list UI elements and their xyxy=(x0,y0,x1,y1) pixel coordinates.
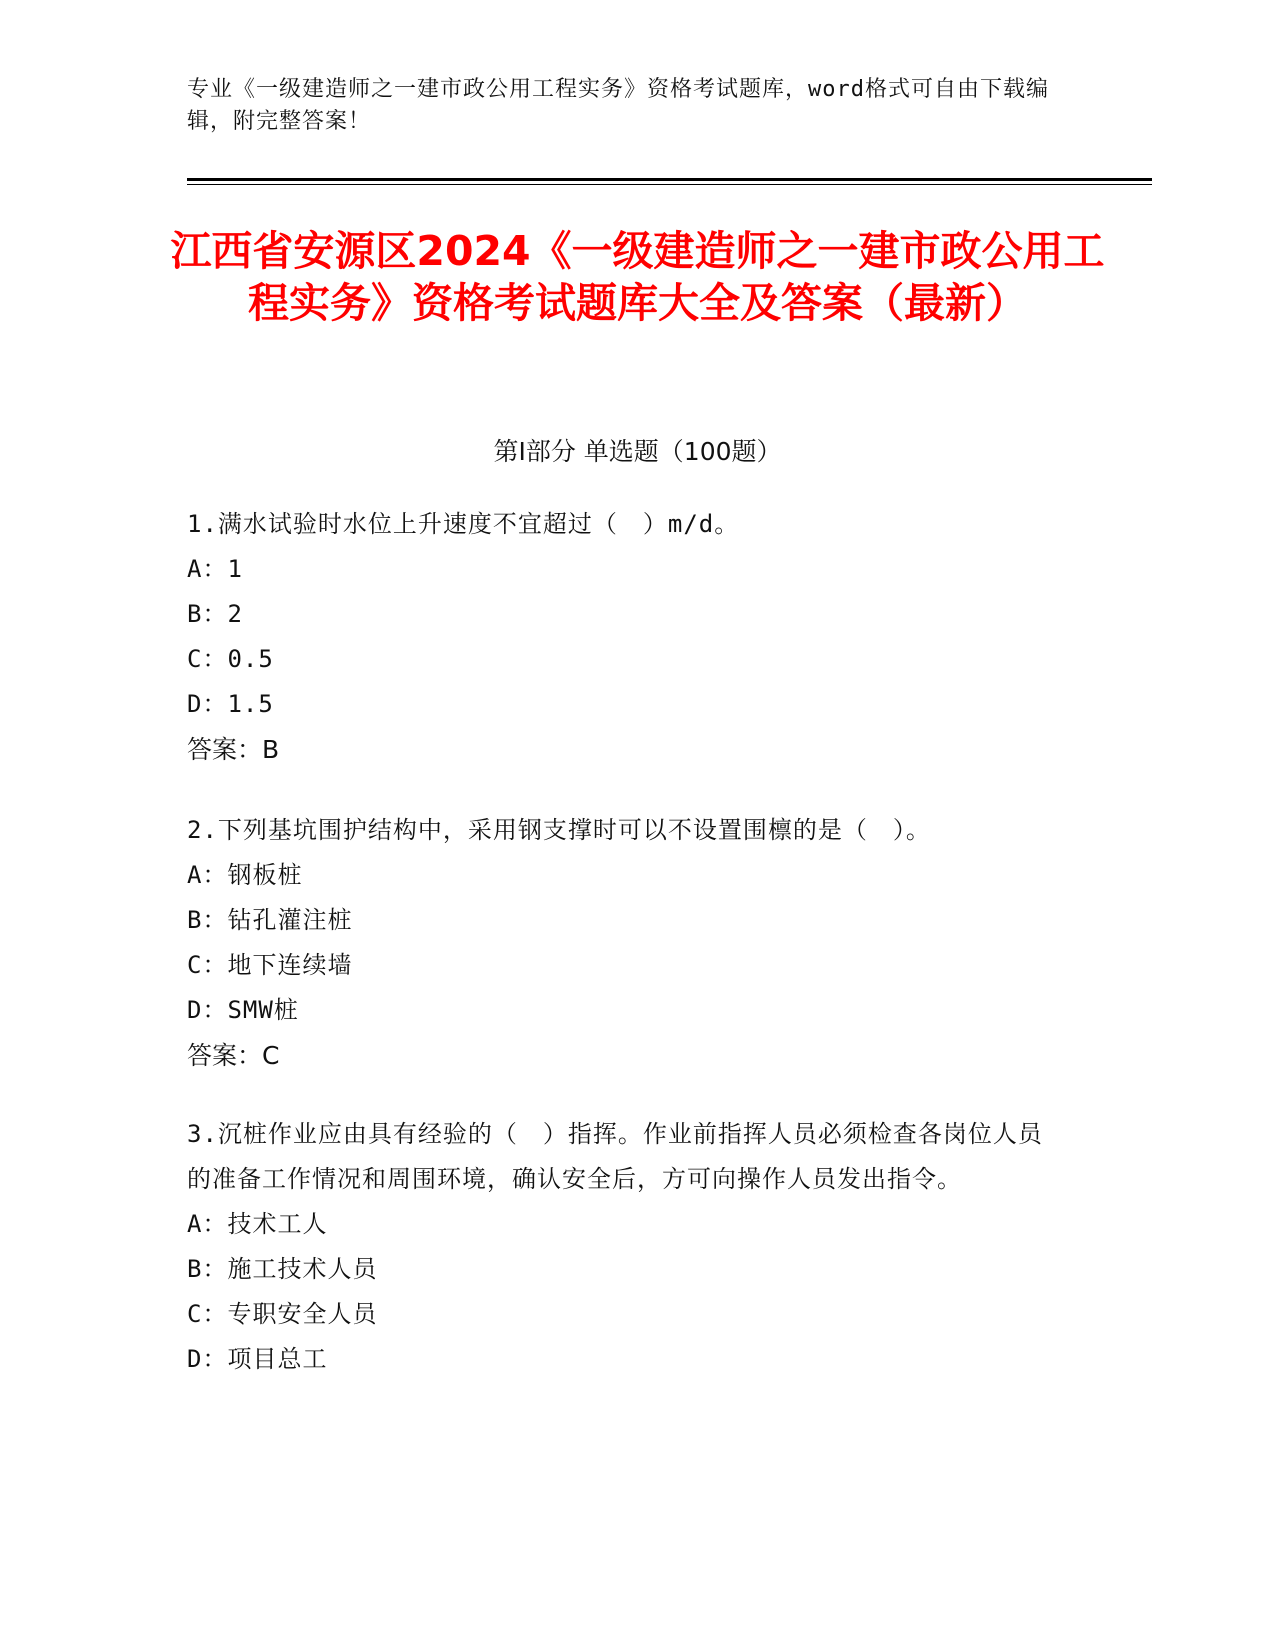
question-1 xyxy=(187,502,1067,772)
option-c: C：地下连续墙 xyxy=(187,951,353,979)
header-note: 专业《一级建造师之一建市政公用工程实务》资格考试题库，word格式可自由下载编辑，附完整答案！ xyxy=(187,77,1049,134)
answer: 答案：C xyxy=(187,1041,280,1070)
question-2 xyxy=(187,808,1067,1078)
option-d: D：SMW桩 xyxy=(187,996,299,1024)
option-b: B：施工技术人员 xyxy=(187,1255,378,1283)
option-b: B：钻孔灌注桩 xyxy=(187,906,353,934)
option-a: A：钢板桩 xyxy=(187,861,303,889)
header-rule-thick xyxy=(187,178,1152,181)
option-c: C：专职安全人员 xyxy=(187,1300,378,1328)
answer: 答案：B xyxy=(187,735,280,764)
section-heading: 第I部分 单选题（100题） xyxy=(493,437,782,466)
header-rule-thin xyxy=(187,184,1152,185)
question-3 xyxy=(187,1112,1067,1382)
question-text: 3.沉桩作业应由具有经验的（ ）指挥。作业前指挥人员必须检查各岗位人员的准备工作情况和周围环境，确认安全后，方可向操作人员发出指令。 xyxy=(187,1120,1043,1193)
option-d: D：1.5 xyxy=(187,690,274,718)
question-text: 2.下列基坑围护结构中，采用钢支撑时可以不设置围檩的是（ ）。 xyxy=(187,816,931,844)
option-a: A：技术工人 xyxy=(187,1210,328,1238)
option-a: A：1 xyxy=(187,555,243,583)
question-text: 1.满水试验时水位上升速度不宜超过（ ）m/d。 xyxy=(187,510,740,538)
document-title: 江西省安源区2024《一级建造师之一建市政公用工程实务》资格考试题库大全及答案（最新） xyxy=(170,227,1105,327)
option-d: D：项目总工 xyxy=(187,1345,328,1373)
option-c: C：0.5 xyxy=(187,645,274,673)
option-b: B：2 xyxy=(187,600,243,628)
